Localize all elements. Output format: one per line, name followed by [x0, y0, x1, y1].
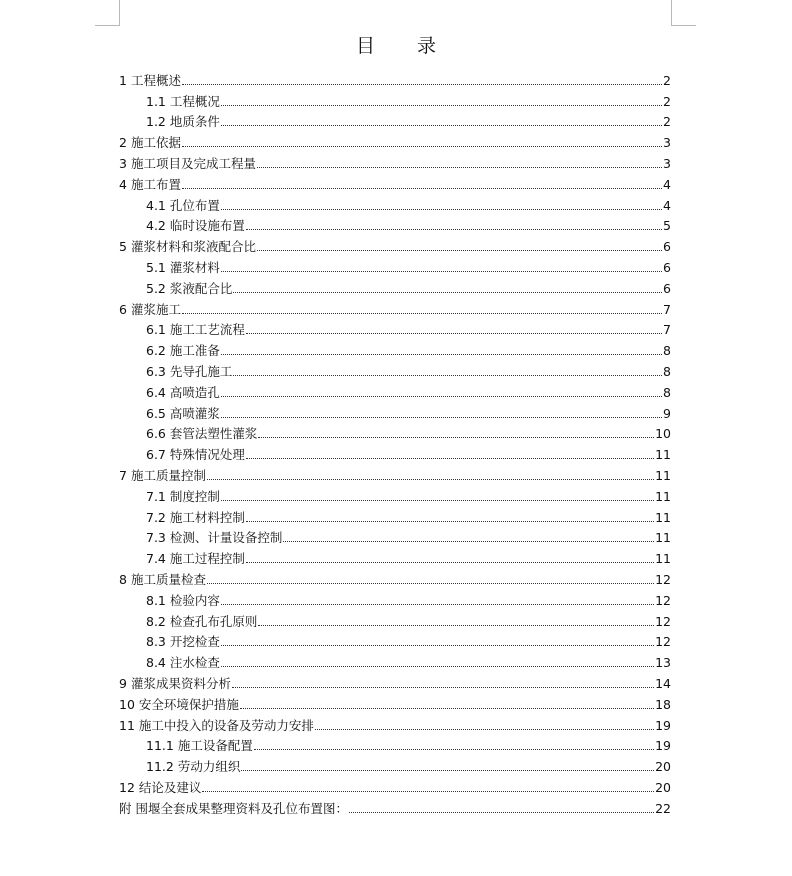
toc-dot-leader — [257, 167, 662, 168]
toc-entry-number: 4 — [119, 176, 127, 192]
toc-page-number: 6 — [663, 239, 671, 255]
toc-entry[interactable] — [119, 608, 671, 629]
toc-entry-number: 7.4 — [146, 551, 166, 567]
toc-dot-leader — [221, 271, 662, 272]
toc-entry-number: 7 — [119, 467, 127, 483]
toc-dot-leader — [257, 250, 662, 251]
toc-entry-number: 10 — [119, 696, 135, 712]
toc-entry-number: 1.2 — [146, 114, 166, 130]
toc-entry-number: 6.4 — [146, 384, 166, 400]
crop-mark-top-left-horizontal — [95, 25, 120, 26]
toc-entry-title: 劳动力组织 — [177, 759, 241, 775]
toc-dot-leader — [182, 188, 662, 189]
toc-entry-title: 灌浆施工 — [130, 301, 181, 317]
toc-dot-leader — [182, 84, 662, 85]
toc-entry-number: 7.3 — [146, 530, 166, 546]
toc-entry-title: 套管法塑性灌浆 — [169, 426, 258, 442]
toc-entry-number: 8 — [119, 571, 127, 587]
toc-entry-title: 开挖检查 — [169, 634, 220, 650]
toc-dot-leader — [221, 209, 662, 210]
toc-dot-leader — [258, 625, 654, 626]
toc-page-number: 8 — [663, 384, 671, 400]
toc-entry[interactable] — [119, 441, 671, 462]
toc-entry[interactable] — [119, 525, 671, 546]
toc-page-number: 2 — [663, 114, 671, 130]
toc-entry-number: 4.2 — [146, 218, 166, 234]
toc-entry-number: 6.3 — [146, 363, 166, 379]
toc-entry-number: 5 — [119, 239, 127, 255]
toc-entry[interactable] — [119, 88, 671, 109]
toc-page-number: 11 — [655, 447, 671, 463]
toc-page-number: 20 — [655, 779, 671, 795]
toc-entry-title: 围堰全套成果整理资料及孔位布置图： — [135, 800, 349, 816]
toc-entry[interactable] — [119, 109, 671, 130]
toc-dot-leader — [207, 479, 654, 480]
toc-entry-title: 特殊情况处理 — [169, 447, 245, 463]
toc-dot-leader — [315, 729, 654, 730]
toc-entry-number: 2 — [119, 135, 127, 151]
toc-dot-leader — [232, 687, 654, 688]
toc-entry-title: 灌浆成果资料分析 — [130, 675, 231, 691]
toc-page-number: 18 — [655, 696, 671, 712]
toc-entry-title: 工程概述 — [130, 72, 181, 88]
toc-dot-leader — [254, 749, 654, 750]
toc-entry-number: 7.2 — [146, 509, 166, 525]
toc-page-number: 4 — [663, 197, 671, 213]
toc-entry-title: 灌浆材料 — [169, 259, 220, 275]
toc-entry-title: 检测、计量设备控制 — [169, 530, 283, 546]
toc-entry[interactable] — [119, 504, 671, 525]
toc-page-number: 3 — [663, 155, 671, 171]
toc-entry-title: 工程概况 — [169, 93, 220, 109]
toc-entry[interactable] — [119, 691, 671, 712]
table-of-contents — [119, 67, 671, 816]
toc-dot-leader — [221, 645, 654, 646]
toc-page-number: 4 — [663, 176, 671, 192]
toc-page-number: 20 — [655, 759, 671, 775]
toc-entry-number: 8.3 — [146, 634, 166, 650]
toc-entry-number: 9 — [119, 675, 127, 691]
toc-entry[interactable] — [119, 233, 671, 254]
toc-entry[interactable] — [119, 421, 671, 442]
toc-entry-number: 6 — [119, 301, 127, 317]
toc-entry-title: 地质条件 — [169, 114, 220, 130]
toc-entry-title: 施工中投入的设备及劳动力安排 — [138, 717, 314, 733]
toc-entry[interactable] — [119, 379, 671, 400]
toc-entry[interactable] — [119, 213, 671, 234]
toc-entry[interactable] — [119, 649, 671, 670]
toc-entry-number: 11 — [119, 717, 135, 733]
toc-entry-title: 浆液配合比 — [169, 280, 233, 296]
toc-dot-leader — [233, 292, 662, 293]
toc-entry-title: 施工项目及完成工程量 — [130, 155, 256, 171]
toc-page-number: 11 — [655, 530, 671, 546]
toc-entry-title: 施工工艺流程 — [169, 322, 245, 338]
toc-entry[interactable] — [119, 712, 671, 733]
toc-page-number: 2 — [663, 72, 671, 88]
toc-entry-number: 11.2 — [146, 759, 174, 775]
toc-entry-number: 6.6 — [146, 426, 166, 442]
toc-entry-number: 8.2 — [146, 613, 166, 629]
toc-entry-title: 施工质量检查 — [130, 571, 206, 587]
toc-page-number: 3 — [663, 135, 671, 151]
toc-dot-leader — [202, 791, 654, 792]
crop-mark-top-right-horizontal — [671, 25, 696, 26]
toc-entry-number: 6.1 — [146, 322, 166, 338]
toc-entry-title: 结论及建议 — [138, 779, 202, 795]
toc-entry[interactable] — [119, 296, 671, 317]
toc-entry-number: 5.1 — [146, 259, 166, 275]
toc-dot-leader — [182, 146, 662, 147]
toc-entry-title: 检验内容 — [169, 592, 220, 608]
toc-title: 目 录 — [355, 35, 455, 57]
toc-entry[interactable] — [119, 129, 671, 150]
toc-entry-title: 施工准备 — [169, 343, 220, 359]
toc-page-number: 6 — [663, 259, 671, 275]
toc-page-number: 11 — [655, 467, 671, 483]
toc-page-number: 11 — [655, 551, 671, 567]
toc-entry-title: 施工过程控制 — [169, 551, 245, 567]
toc-entry-title: 注水检查 — [169, 655, 220, 671]
crop-mark-top-right-vertical — [671, 0, 672, 25]
toc-page-number: 7 — [663, 301, 671, 317]
toc-entry-number: 11.1 — [146, 738, 174, 754]
toc-page-number: 19 — [655, 738, 671, 754]
toc-entry[interactable] — [119, 483, 671, 504]
toc-page-number: 13 — [655, 655, 671, 671]
toc-dot-leader — [349, 812, 654, 813]
toc-entry[interactable] — [119, 795, 671, 816]
toc-entry[interactable] — [119, 462, 671, 483]
toc-dot-leader — [221, 125, 662, 126]
toc-entry-number: 6.2 — [146, 343, 166, 359]
toc-entry-number: 3 — [119, 155, 127, 171]
toc-entry-title: 临时设施布置 — [169, 218, 245, 234]
toc-page-number: 12 — [655, 571, 671, 587]
toc-page-number: 5 — [663, 218, 671, 234]
toc-page-number: 22 — [655, 800, 671, 816]
toc-page-number: 12 — [655, 634, 671, 650]
toc-entry[interactable] — [119, 587, 671, 608]
toc-entry-title: 检查孔布孔原则 — [169, 613, 258, 629]
toc-page-number: 8 — [663, 343, 671, 359]
toc-dot-leader — [221, 354, 662, 355]
toc-page-number: 10 — [655, 426, 671, 442]
toc-entry-number: 5.2 — [146, 280, 166, 296]
toc-page-number: 8 — [663, 363, 671, 379]
toc-dot-leader — [240, 708, 654, 709]
toc-entry[interactable] — [119, 566, 671, 587]
toc-dot-leader — [233, 375, 662, 376]
toc-entry-number: 8.1 — [146, 592, 166, 608]
toc-entry-title: 施工布置 — [130, 176, 181, 192]
toc-entry[interactable] — [119, 358, 671, 379]
toc-entry-title: 高喷灌浆 — [169, 405, 220, 421]
toc-dot-leader — [246, 458, 654, 459]
toc-entry[interactable] — [119, 254, 671, 275]
toc-entry-number: 8.4 — [146, 655, 166, 671]
toc-entry-title: 先导孔施工 — [169, 363, 233, 379]
toc-entry-title: 高喷造孔 — [169, 384, 220, 400]
toc-entry[interactable] — [119, 337, 671, 358]
toc-entry-number: 4.1 — [146, 197, 166, 213]
toc-dot-leader — [241, 770, 654, 771]
toc-entry[interactable] — [119, 545, 671, 566]
toc-page-number: 2 — [663, 93, 671, 109]
toc-entry[interactable] — [119, 733, 671, 754]
toc-entry-number: 附 — [119, 800, 132, 816]
toc-entry[interactable] — [119, 774, 671, 795]
toc-page-number: 12 — [655, 613, 671, 629]
toc-entry-title: 施工材料控制 — [169, 509, 245, 525]
toc-entry[interactable] — [119, 317, 671, 338]
toc-entry[interactable] — [119, 192, 671, 213]
crop-mark-top-left-vertical — [119, 0, 120, 25]
toc-entry-number: 1 — [119, 72, 127, 88]
toc-entry-number: 1.1 — [146, 93, 166, 109]
toc-entry-title: 施工依据 — [130, 135, 181, 151]
toc-dot-leader — [221, 500, 654, 501]
toc-entry-title: 安全环境保护措施 — [138, 696, 239, 712]
toc-entry-title: 制度控制 — [169, 488, 220, 504]
toc-page-number: 19 — [655, 717, 671, 733]
toc-entry-title: 施工设备配置 — [177, 738, 253, 754]
toc-dot-leader — [246, 229, 662, 230]
toc-dot-leader — [207, 583, 654, 584]
toc-dot-leader — [246, 333, 662, 334]
toc-entry[interactable] — [119, 171, 671, 192]
toc-dot-leader — [246, 562, 654, 563]
toc-entry-title: 灌浆材料和浆液配合比 — [130, 239, 256, 255]
toc-entry-title: 孔位布置 — [169, 197, 220, 213]
toc-dot-leader — [283, 541, 654, 542]
toc-entry[interactable] — [119, 629, 671, 650]
toc-dot-leader — [182, 313, 662, 314]
toc-page-number: 9 — [663, 405, 671, 421]
toc-dot-leader — [221, 396, 662, 397]
toc-page-number: 11 — [655, 488, 671, 504]
toc-page-number: 7 — [663, 322, 671, 338]
toc-dot-leader — [221, 666, 654, 667]
toc-page-number: 11 — [655, 509, 671, 525]
toc-entry-title: 施工质量控制 — [130, 467, 206, 483]
toc-entry[interactable] — [119, 150, 671, 171]
toc-dot-leader — [221, 604, 654, 605]
toc-entry[interactable] — [119, 67, 671, 88]
toc-page-number: 12 — [655, 592, 671, 608]
toc-entry[interactable] — [119, 753, 671, 774]
toc-entry-number: 12 — [119, 779, 135, 795]
toc-entry-number: 6.5 — [146, 405, 166, 421]
toc-dot-leader — [221, 105, 662, 106]
toc-dot-leader — [246, 521, 654, 522]
toc-entry[interactable] — [119, 400, 671, 421]
toc-dot-leader — [221, 417, 662, 418]
toc-entry[interactable] — [119, 670, 671, 691]
toc-entry-number: 7.1 — [146, 488, 166, 504]
toc-page-number: 6 — [663, 280, 671, 296]
toc-page-number: 14 — [655, 675, 671, 691]
toc-entry[interactable] — [119, 275, 671, 296]
toc-dot-leader — [258, 437, 654, 438]
toc-entry-number: 6.7 — [146, 447, 166, 463]
